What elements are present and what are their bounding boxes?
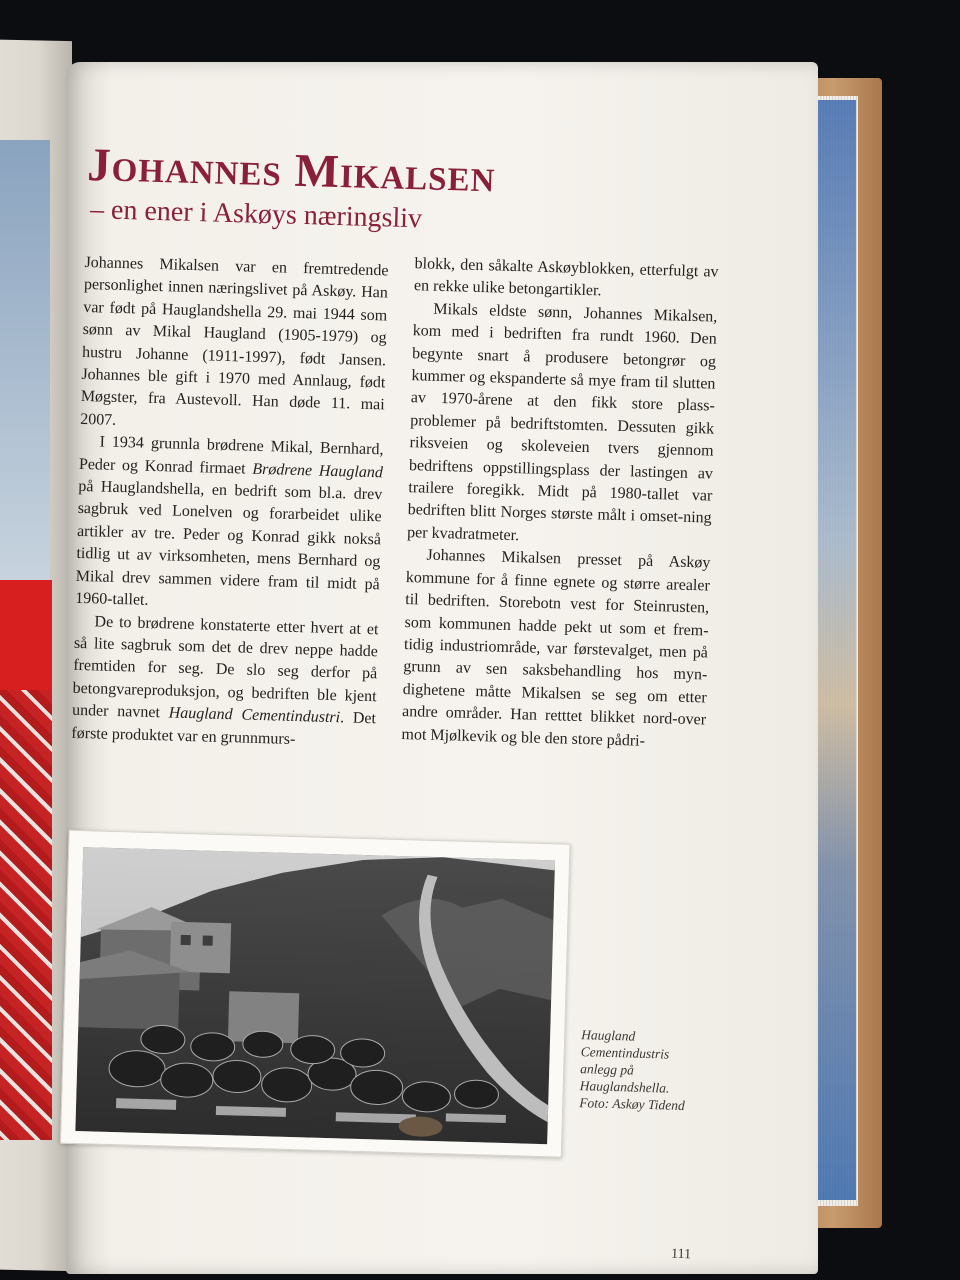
caption-line: anlegg på [580,1061,635,1078]
paragraph: Johannes Mikalsen var en fremtredende personlighet innen næringslivet på Askøy. Han var født på Hauglandshella 29. mai 1944 som sønn av Mikal Haugland (1905-1979) og hustru Johanne (1911-1997), født Jansen. Johannes ble gift i 1970 med Annlaug, født Møgster, fra Austevoll. Han døde 11. mai 2007. [79,253,389,429]
factory-photo-illustration [75,847,555,1144]
left-page-photo-red-block [0,580,52,690]
caption-line: Hauglandshella. [579,1078,670,1096]
paragraph: De to brødrene konstaterte etter hvert at et så lite sagbruk som det de drev neppe hadde fremtiden for seg. De slo seg derfor på betongvareproduksjon, og bedriften ble kjent under navnet Haugland Cementindustri. Det første produktet var en grunnmurs- [71,612,379,748]
company-name: Haugland Cementindustri [168,704,341,727]
caption-line: Cementindustris [580,1044,670,1062]
photo-caption [579,1026,721,1115]
company-name: Brødrene Haugland [252,460,384,482]
factory-photo [75,847,555,1144]
photo-frame [60,830,571,1158]
book-page [66,62,818,1274]
paragraph: blokk, den såkalte Askøyblokken, etterfulgt av en rekke ulike betongartikler. [413,255,719,300]
caption-line: Haugland [581,1027,636,1044]
text-column-left [71,252,389,753]
text-column-right [401,253,719,754]
article-title: Johannes Mikalsen [86,139,497,203]
page-number: 111 [670,1246,692,1263]
paragraph: I 1934 grunnla brødrene Mikal, Bernhard, Peder og Konrad firmaet Brødrene Haugland på Hauglandshella, en bedrift som bl.a. drev sagbruk ved Lonelven og forarbeidet ulike artikler av tre. Peder og Konrad gikk nokså tidlig ut av virksomheten, mens Bernhard og Mikal drev sammen videre fram til midt på 1960-tallet. [74,433,384,609]
paragraph: Mikals eldste sønn, Johannes Mikalsen, kom med i bedriften fra rundt 1960. Den begynte snart å produsere betongrør og kummer og ekspanderte så mye fram til slutten av 1970-årene at den fikk store plass-problemer på bedriftstomten. Dessuten gikk riksveien og skoleveien tvers gjennom bedriftens oppstillingsplass der lastingen av trailere foregikk. Midt på 1980-tallet var bedriften blitt Norges største målt i omset-ning per kvadratmeter. [406,300,718,545]
next-page-strip [816,100,856,1200]
caption-line: Foto: Askøy Tidend [579,1095,685,1114]
paragraph: Johannes Mikalsen presset på Askøy kommune for å finne egnete og større arealer til bedriften. Storebotn vest for Steinrusten, som kommunen hadde pekt ut som et frem-tidig industriområde, var førstevalget, men på grunn av sen saksbehandling hos myn-dighetene måtte Mikalsen se seg om etter andre områder. Han retttet blikket nord-over mot Mjølkevik og ble den store pådri- [401,546,711,750]
left-page-photo-sky [0,140,50,580]
article-subtitle: – en ener i Askøys næringsliv [89,194,423,235]
page-content [57,140,778,1279]
